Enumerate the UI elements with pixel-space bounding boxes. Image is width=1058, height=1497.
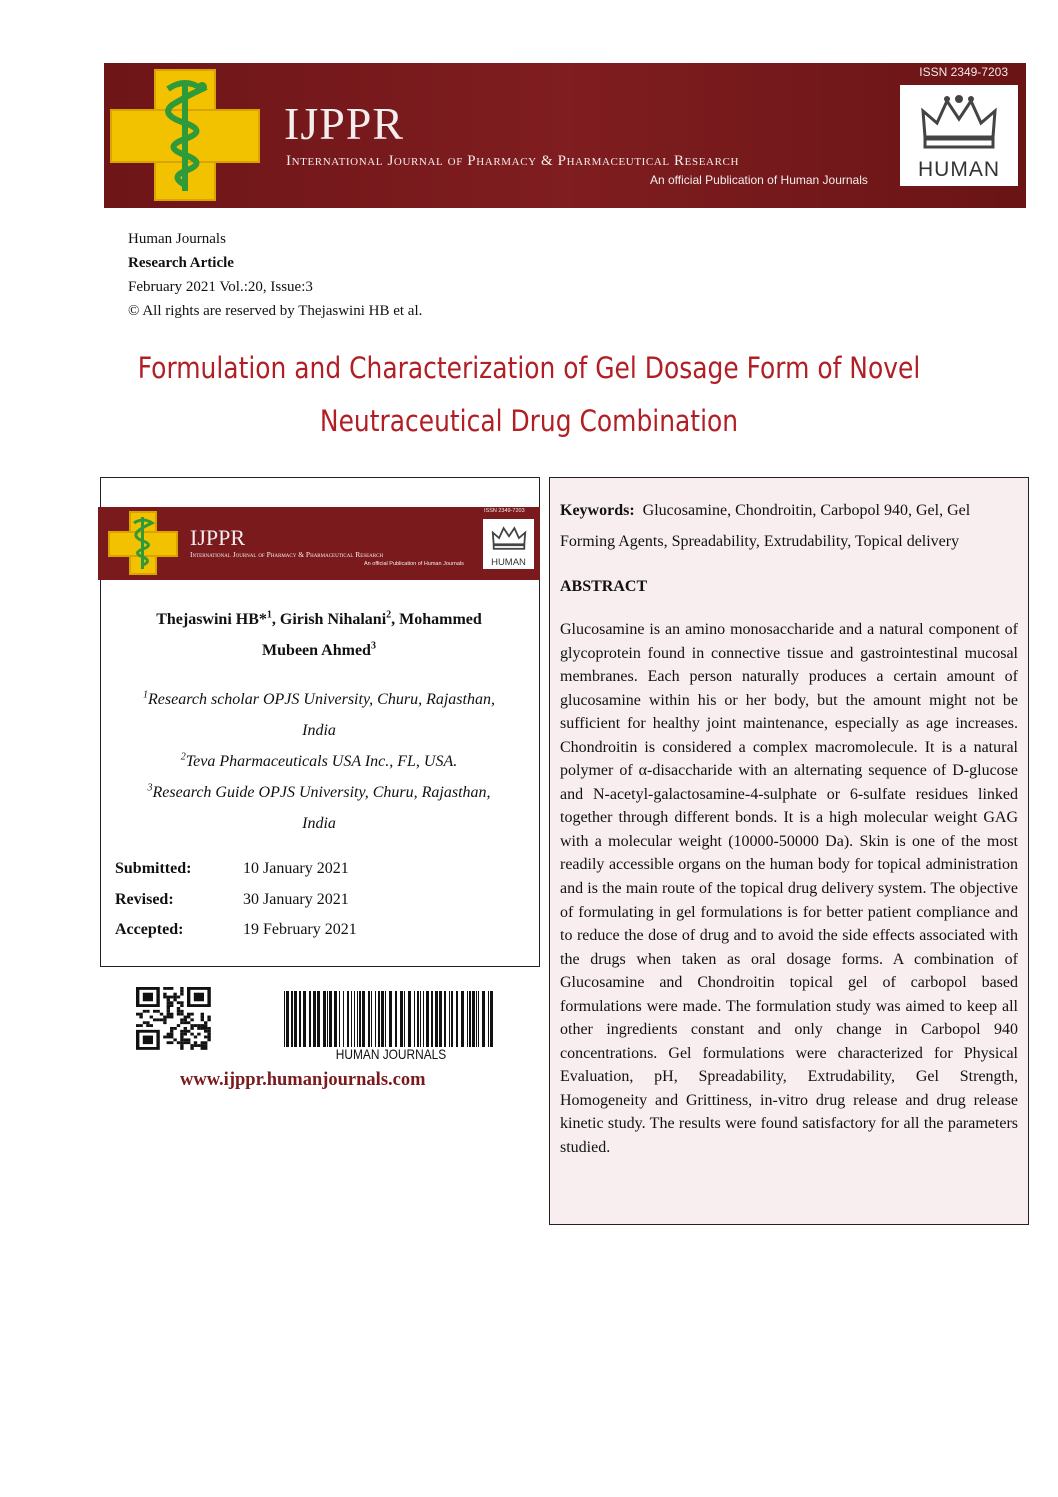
date-row: Accepted: 19 February 2021 [115, 921, 357, 938]
keywords-text: Glucosamine, Chondroitin, Carbopol 940, Gel, Gel Forming Agents, Spreadability, Extrudability, Topical delivery [560, 502, 971, 550]
author-list [112, 604, 526, 666]
pharmacy-cross-logo [110, 69, 260, 201]
mini-journal-brand: IJPPR [190, 525, 246, 550]
journal-brand: IJPPR [284, 98, 405, 149]
title-line-1: Formulation and Characterization of Gel Dosage Form of Novel [137, 351, 921, 385]
issn-label: ISSN 2349-7203 [919, 65, 1008, 79]
mini-crown-icon [491, 523, 527, 553]
abstract-body: Glucosamine is an amino monosaccharide and a natural component of glycoprotein found in connective tissue and gastrointestinal mucosal membranes. Each person naturally produces a certain amount of glucosamine within his or her body, but the amount might not be sufficient for healthy joint maintenance, especially as age increases. Chondroitin is considered a complex macromolecule. It is a natural polymer of α-disaccharide with an alternating sequence of D-glucose and N-acetyl-galactosamine-4-sulphate or 6-sulfate residues linked together through different bonds. It is a high molecular weight GAG with a molecular weight (10000-50000 Da). Skin is one of the most readily accessible organs on the human body for topical administration and is the main route of the topical drug delivery system. The objective of formulating in gel formulations is for better patient compliance and to reduce the dose of drug and to avoid the side effects associated with the drugs when taken as oral dosage forms. A combination of Glucosamine and Chondroitin topical gel of carbopol based formulations were made. The formulation study was aimed to keep all other ingredients constant and only change in Carbopol 940 concentrations. Gel formulations were characterized for Physical Evaluation, pH, Spreadability, Extrudability, Gel Strength, Homogeneity and Grittiness, in-vitro drug release and drug release kinetic study. The results were found satisfactory for all the parameters studied. [560, 621, 1018, 1157]
article-type: Research Article [128, 255, 234, 271]
mini-journal-full-name: International Journal of Pharmacy & Pharmaceutical Research [190, 550, 384, 559]
author-3-first: Mohammed [399, 611, 482, 628]
barcode-label: HUMAN JOURNALS [335, 1046, 447, 1062]
article-dates [115, 854, 357, 946]
human-logo [900, 85, 1018, 186]
mini-journal-banner [98, 507, 540, 580]
mini-official-publication-line: An official Publication of Human Journals [364, 561, 464, 567]
author-1: Thejaswini HB* [156, 611, 267, 628]
journal-full-name: International Journal of Pharmacy & Pharmaceutical Research [286, 153, 739, 169]
qr-code-icon [136, 987, 222, 1061]
mini-human-logo-text: HUMAN [491, 557, 526, 568]
caduceus-icon [150, 75, 220, 195]
mini-caduceus-icon [128, 515, 158, 571]
human-logo-text: HUMAN [918, 158, 1000, 181]
author-3-sup: 3 [370, 640, 376, 652]
mini-human-logo [483, 519, 534, 569]
barcode-icon [284, 991, 498, 1047]
crown-icon [919, 93, 999, 153]
date-row: Submitted: 10 January 2021 [115, 860, 349, 877]
title-line-2: Neutraceutical Drug Combination [319, 404, 739, 438]
affiliation-3-country: India [302, 815, 336, 832]
author-3-rest: Mubeen Ahmed [262, 642, 371, 659]
keywords-label: Keywords: [560, 502, 635, 519]
affiliation-3: $^3$Research Guide OPJS University, Churu, Rajasthan, [147, 782, 491, 801]
official-publication-line: An official Publication of Human Journals [650, 173, 868, 187]
author-2: Girish Nihalani [279, 611, 387, 628]
journal-website-link[interactable]: www.ijppr.humanjournals.com [180, 1070, 426, 1090]
author-1-sup: 1 [266, 609, 272, 621]
affiliations [112, 684, 526, 839]
issue-info: February 2021 Vol.:20, Issue:3 [128, 279, 313, 295]
mini-pharmacy-cross-logo [108, 511, 178, 575]
keywords [560, 495, 1018, 557]
abstract-heading: ABSTRACT [560, 578, 648, 595]
mini-issn-label: ISSN 2349-7203 [484, 508, 525, 514]
affiliation-1-country: India [302, 722, 336, 739]
journal-banner [104, 63, 1026, 208]
article-title [74, 342, 984, 448]
affiliation-2: $^2$Teva Pharmaceuticals USA Inc., FL, USA. [180, 751, 458, 770]
date-row: Revised: 30 January 2021 [115, 890, 349, 908]
author-line-1: Thejaswini HB*$^1$, Girish Nihalani$^2$, Mohammed [156, 609, 482, 628]
affiliation-1: $^1$Research scholar OPJS University, Churu, Rajasthan, [143, 689, 495, 708]
journal-name: Human Journals [128, 231, 226, 247]
author-2-sup: 2 [386, 609, 392, 621]
author-line-2 [112, 635, 526, 666]
rights-line: © All rights are reserved by Thejaswini HB et al. [128, 303, 423, 319]
